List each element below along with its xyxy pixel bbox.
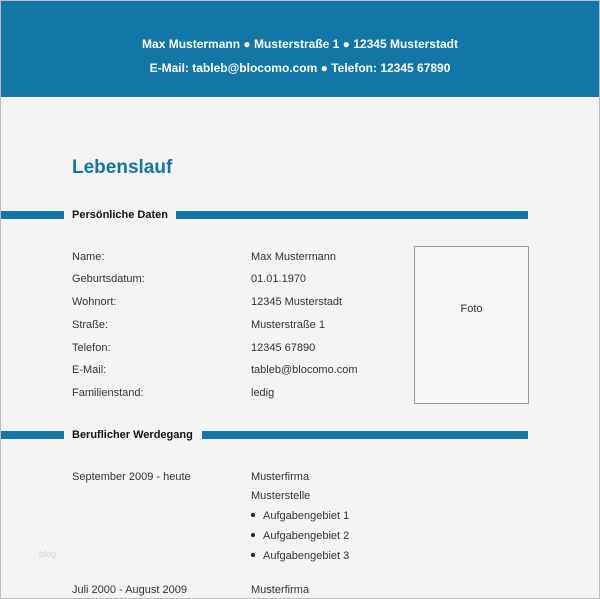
section-bar-left [1,211,64,219]
section-bar-left [1,431,64,439]
header-contact-line: E-Mail: tableb@blocomo.com ● Telefon: 12345 67890 [149,61,451,75]
page-title: Lebenslauf [72,157,173,178]
section-heading: Persönliche Daten [72,209,168,221]
value-email: tableb@blocomo.com [251,364,358,376]
bullet-icon [251,513,255,517]
label-marital-status: Familienstand: [72,387,144,399]
label-birthdate: Geburtsdatum: [72,273,145,285]
label-residence: Wohnort: [72,296,117,308]
career-task [251,550,349,562]
label-email: E-Mail: [72,364,107,376]
career-position: Musterstelle [251,490,311,502]
contact-header [1,1,599,97]
career-task-label: Aufgabengebiet 2 [263,530,350,542]
bullet-icon [251,553,255,557]
label-name: Name: [72,251,105,263]
career-company: Musterfirma [251,471,310,483]
value-name: Max Mustermann [251,251,336,263]
label-street: Straße: [72,319,109,331]
career-task-label: Aufgabengebiet 1 [263,510,350,522]
career-task-label: Aufgabengebiet 3 [263,550,350,562]
photo-label: Foto [460,303,483,315]
section-bar-right [176,211,528,219]
watermark-text: blog [39,549,57,559]
photo-placeholder [414,246,529,404]
career-task [251,510,349,522]
career-task [251,530,349,542]
section-career [1,428,528,442]
value-street: Musterstraße 1 [251,319,325,331]
section-heading: Beruflicher Werdegang [72,429,193,441]
value-birthdate: 01.01.1970 [251,273,307,285]
section-personal-data [1,208,528,222]
career-period: September 2009 - heute [72,471,191,483]
header-address-line: Max Mustermann ● Musterstraße 1 ● 12345 Musterstadt [142,37,458,51]
bullet-icon [251,533,255,537]
label-phone: Telefon: [72,342,111,354]
career-company: Musterfirma [251,584,310,596]
value-residence: 12345 Musterstadt [251,296,343,308]
value-marital-status: ledig [251,387,275,399]
career-period: Juli 2000 - August 2009 [72,584,187,596]
section-bar-right [202,431,528,439]
value-phone: 12345 67890 [251,342,316,354]
